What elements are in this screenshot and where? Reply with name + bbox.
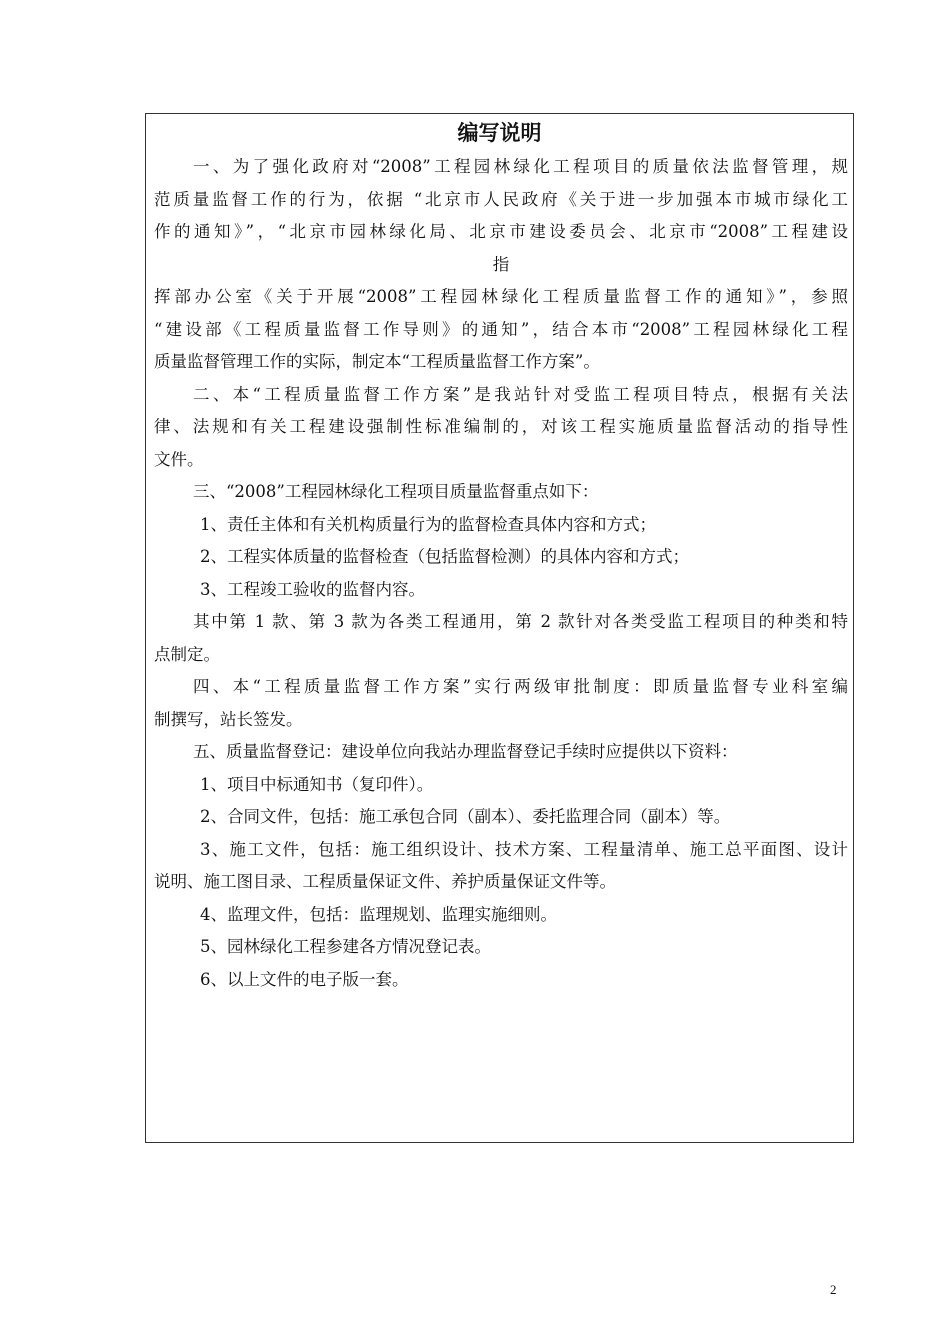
page-number: 2	[830, 1282, 837, 1297]
text-line: 其中第 1 款、第 3 款为各类工程通用，第 2 款针对各类受监工程项目的种类和特	[193, 612, 848, 631]
text-line: 作的通知》”，“北京市园林绿化局、北京市建设委员会、北京市“2008”工程建设	[154, 222, 848, 241]
text-line: 3、施工文件，包括：施工组织设计、技术方案、工程量清单、施工总平面图、设计	[200, 839, 848, 859]
text-line: 指	[492, 254, 510, 274]
text-line: 1、责任主体和有关机构质量行为的监督检查具体内容和方式；	[200, 514, 656, 534]
text-line: 四、本“工程质量监督工作方案”实行两级审批制度：即质量监督专业科室编	[193, 677, 848, 696]
text-line: 2、合同文件，包括：施工承包合同（副本）、委托监理合同（副本）等。	[200, 807, 731, 826]
text-line: 5、园林绿化工程参建各方情况登记表。	[200, 937, 491, 956]
document-body	[154, 151, 848, 996]
text-line: 说明、施工图目录、工程质量保证文件、养护质量保证文件等。	[154, 872, 616, 891]
text-line: 制撰写，站长签发。	[154, 709, 303, 729]
text-line: 三、“2008”工程园林绿化工程项目质量监督重点如下：	[193, 482, 599, 501]
text-line: “建设部《工程质量监督工作导则》的通知”，结合本市“2008”工程园林绿化工程	[154, 319, 848, 339]
text-line: 3、工程竣工验收的监督内容。	[200, 579, 425, 599]
text-line: 五、质量监督登记：建设单位向我站办理监督登记手续时应提供以下资料：	[193, 742, 738, 761]
text-line: 4、监理文件，包括：监理规划、监理实施细则。	[200, 904, 557, 924]
text-line: 1、项目中标通知书（复印件）。	[200, 774, 434, 794]
text-line: 范质量监督工作的行为，依据 “北京市人民政府《关于进一步加强本市城市绿化工	[154, 189, 848, 209]
text-line: 挥部办公室《关于开展“2008”工程园林绿化工程质量监督工作的通知》”，参照	[154, 287, 848, 306]
text-line: 6、以上文件的电子版一套。	[200, 969, 409, 989]
text-line: 文件。	[154, 449, 204, 469]
text-line: 律、法规和有关工程建设强制性标准编制的，对该工程实施质量监督活动的指导性	[154, 417, 848, 436]
text-line: 2、工程实体质量的监督检查（包括监督检测）的具体内容和方式；	[200, 547, 689, 566]
page-title: 编写说明	[457, 121, 542, 145]
text-line: 点制定。	[154, 644, 220, 664]
text-line: 质量监督管理工作的实际，制定本“工程质量监督工作方案”。	[154, 352, 600, 371]
text-line: 一、为了强化政府对“2008”工程园林绿化工程项目的质量依法监督管理，规	[193, 157, 848, 176]
text-line: 二、本“工程质量监督工作方案”是我站针对受监工程项目特点，根据有关法	[193, 384, 848, 404]
document-frame	[145, 113, 854, 1143]
